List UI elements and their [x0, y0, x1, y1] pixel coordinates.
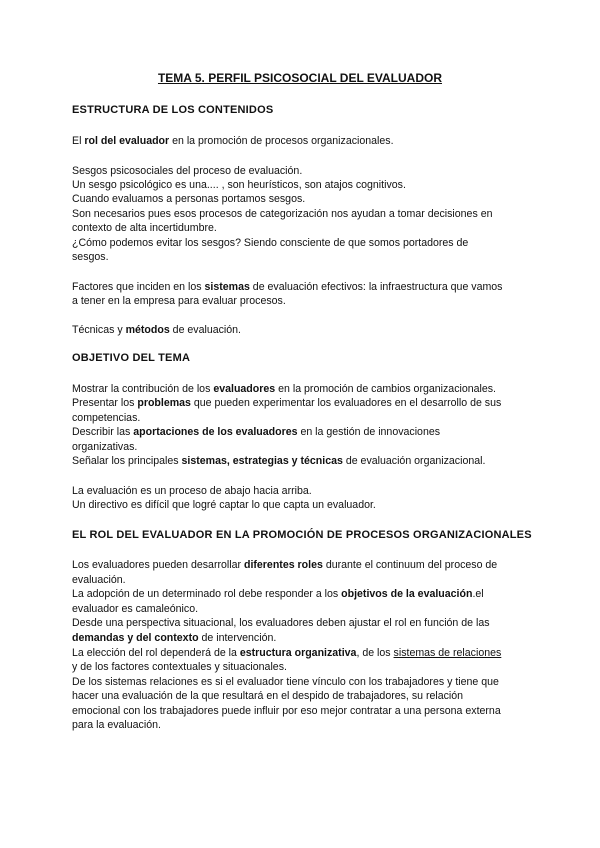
text: que pueden experimentar los evaluadores en el desarrollo de sus	[190, 397, 502, 409]
objetivo-line-8: Un directivo es difícil que logré captar lo que capta un evaluador.	[72, 499, 376, 511]
bold-text: evaluadores	[213, 383, 276, 395]
bold-text: estructura organizativa	[239, 647, 357, 659]
bold-text: diferentes roles	[243, 559, 323, 571]
bold-text: métodos	[125, 324, 170, 336]
sesgos-line-2: Un sesgo psicológico es una.... , son heurísticos, son atajos cognitivos.	[72, 179, 406, 191]
bold-text: demandas y del contexto	[72, 632, 199, 644]
text: de evaluación.	[169, 324, 241, 336]
text: .el	[472, 588, 484, 600]
rol-line-6	[72, 631, 532, 645]
sesgos-line-7: sesgos.	[72, 251, 109, 263]
rol-line-11: emocional con los trabajadores puede influir por eso mejor contratar a una persona externa	[72, 705, 501, 717]
rol-line-9: De los sistemas relaciones es si el evaluador tiene vínculo con los trabajadores y tiene que	[72, 676, 499, 688]
document-title: TEMA 5. PERFIL PSICOSOCIAL DEL EVALUADOR	[157, 71, 443, 85]
bold-text: objetivos de la evaluación	[341, 588, 473, 600]
heading-rol: EL ROL DEL EVALUADOR EN LA PROMOCIÓN DE PROCESOS ORGANIZACIONALES	[72, 529, 532, 541]
objetivo-line-7: La evaluación es un proceso de abajo hacia arriba.	[72, 485, 312, 497]
sesgos-line-1: Sesgos psicosociales del proceso de evaluación.	[72, 165, 303, 177]
text: en la promoción de procesos organizacionales.	[169, 135, 394, 147]
text: Presentar los	[72, 397, 138, 409]
text: Los evaluadores pueden desarrollar	[72, 559, 244, 571]
sesgos-line-3: Cuando evaluamos a personas portamos sesgos.	[72, 193, 306, 205]
text: El	[72, 135, 85, 147]
objetivo-line-1	[72, 382, 532, 396]
text: Factores que inciden en los	[72, 281, 205, 293]
underlined-text: sistemas de relaciones	[393, 647, 502, 659]
text: de intervención.	[198, 632, 277, 644]
bold-text: problemas	[137, 397, 191, 409]
text: de evaluación efectivos: la infraestructura que vamos	[249, 281, 503, 293]
bold-text: rol del evaluador	[84, 135, 170, 147]
text: Señalar los principales	[72, 455, 182, 467]
bold-text: aportaciones de los evaluadores	[133, 426, 298, 438]
tecnicas-line	[72, 323, 532, 337]
text: Describir las	[72, 426, 134, 438]
text: en la promoción de cambios organizacionales.	[275, 383, 497, 395]
sesgos-line-4: Son necesarios pues esos procesos de categorización nos ayudan a tomar decisiones en	[72, 208, 493, 220]
rol-line-2: evaluación.	[72, 574, 126, 586]
rol-line-10: hacer una evaluación de la que resultará en el despido de trabajadores, su relación	[72, 690, 464, 702]
rol-line-3	[72, 587, 532, 601]
text: La elección del rol dependerá de la	[72, 647, 240, 659]
objetivo-line-2	[72, 396, 532, 410]
objetivo-line-3: competencias.	[72, 412, 141, 424]
rol-line-1	[72, 558, 532, 572]
sesgos-line-6: ¿Cómo podemos evitar los sesgos? Siendo consciente de que somos portadores de	[72, 237, 469, 249]
estructura-rol-line	[72, 134, 532, 148]
text: en la gestión de innovaciones	[297, 426, 441, 438]
text: durante el continuum del proceso de	[322, 559, 498, 571]
bold-text: sistemas, estrategias y técnicas	[181, 455, 343, 467]
text: de evaluación organizacional.	[342, 455, 486, 467]
text: Técnicas y	[72, 324, 126, 336]
objetivo-line-6	[72, 454, 532, 468]
rol-line-7	[72, 646, 532, 660]
rol-line-12: para la evaluación.	[72, 719, 161, 731]
sesgos-line-5: contexto de alta incertidumbre.	[72, 222, 217, 234]
heading-objetivo: OBJETIVO DEL TEMA	[72, 352, 191, 364]
factores-line-2: a tener en la empresa para evaluar procesos.	[72, 295, 286, 307]
rol-line-5: Desde una perspectiva situacional, los evaluadores deben ajustar el rol en función de las	[72, 617, 490, 629]
heading-estructura: ESTRUCTURA DE LOS CONTENIDOS	[72, 104, 274, 116]
objetivo-line-5: organizativas.	[72, 441, 138, 453]
rol-line-8: y de los factores contextuales y situacionales.	[72, 661, 287, 673]
objetivo-line-4	[72, 425, 532, 439]
text: , de los	[356, 647, 394, 659]
bold-text: sistemas	[204, 281, 250, 293]
text: La adopción de un determinado rol debe responder a los	[72, 588, 342, 600]
text: Mostrar la contribución de los	[72, 383, 214, 395]
rol-line-4: evaluador es camaleónico.	[72, 603, 199, 615]
factores-line-1	[72, 280, 532, 294]
